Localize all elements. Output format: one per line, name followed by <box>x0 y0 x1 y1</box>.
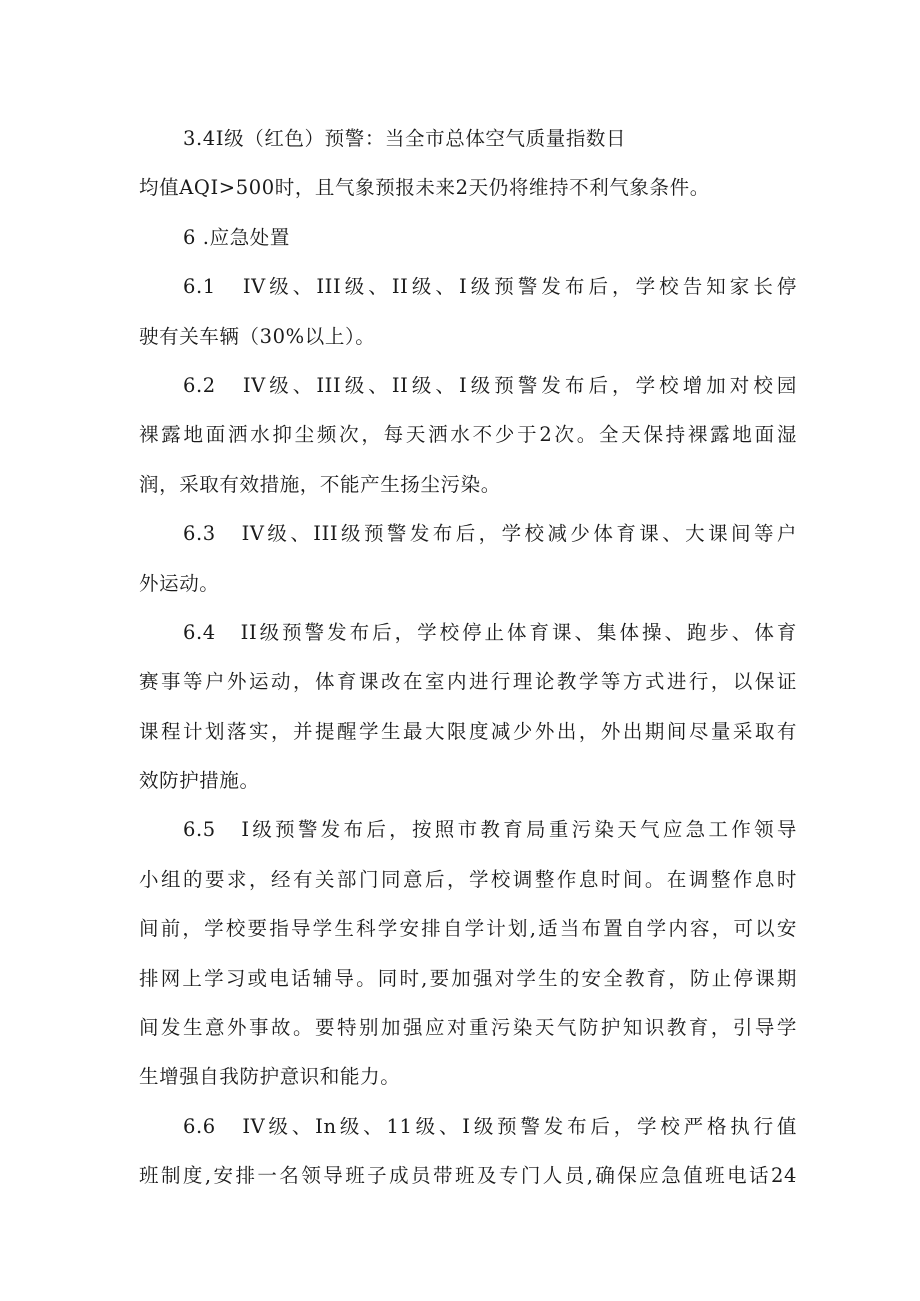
text-line: 均值AQI>500时，且气象预报未来2天仍将维持不利气象条件。 <box>139 176 710 200</box>
text-line: 6.2 IV级、III级、II级、I级预警发布后，学校增加对校园 <box>183 373 797 397</box>
text-line: 驶有关车辆（30%以上）。 <box>139 324 376 348</box>
text-line: 6.4 II级预警发布后，学校停止体育课、集体操、跑步、体育 <box>183 620 797 644</box>
text-line: 间前，学校要指导学生科学安排自学计划,适当布置自学内容，可以安 <box>139 917 797 941</box>
text-line: 外运动。 <box>139 571 220 595</box>
text-line: 赛事等户外运动，体育课改在室内进行理论教学等方式进行，以保证 <box>139 670 797 694</box>
text-line: 小组的要求，经有关部门同意后，学校调整作息时间。在调整作息时 <box>139 867 797 891</box>
text-line: 排网上学习或电话辅导。同时,要加强对学生的安全教育，防止停课期 <box>139 966 797 990</box>
text-line: 效防护措施。 <box>139 769 260 793</box>
text-line: 间发生意外事故。要特别加强应对重污染天气防护知识教育，引导学 <box>139 1016 797 1040</box>
text-line: 课程计划落实，并提醒学生最大限度减少外出，外出期间尽量采取有 <box>139 719 797 743</box>
text-line: 裸露地面洒水抑尘频次，每天洒水不少于2次。全天保持裸露地面湿 <box>139 423 797 447</box>
text-line: 6.3 IV级、III级预警发布后，学校减少体育课、大课间等户 <box>183 522 797 546</box>
text-line: 班制度,安排一名领导班子成员带班及专门人员,确保应急值班电话24 <box>139 1164 797 1188</box>
text-line: 生增强自我防护意识和能力。 <box>139 1065 401 1089</box>
text-line: 3.4I级（红色）预警：当全市总体空气质量指数日 <box>183 127 627 150</box>
document-body <box>139 114 797 1201</box>
text-line: 6.1 IV级、III级、II级、I级预警发布后，学校告知家长停 <box>183 275 797 299</box>
text-line: 润，采取有效措施，不能产生扬尘污染。 <box>139 472 501 496</box>
text-line: 6 .应急处置 <box>183 225 291 249</box>
text-line: 6.6 IV级、In级、11级、I级预警发布后，学校严格执行值 <box>183 1114 797 1138</box>
text-line: 6.5 I级预警发布后，按照市教育局重污染天气应急工作领导 <box>183 818 797 842</box>
